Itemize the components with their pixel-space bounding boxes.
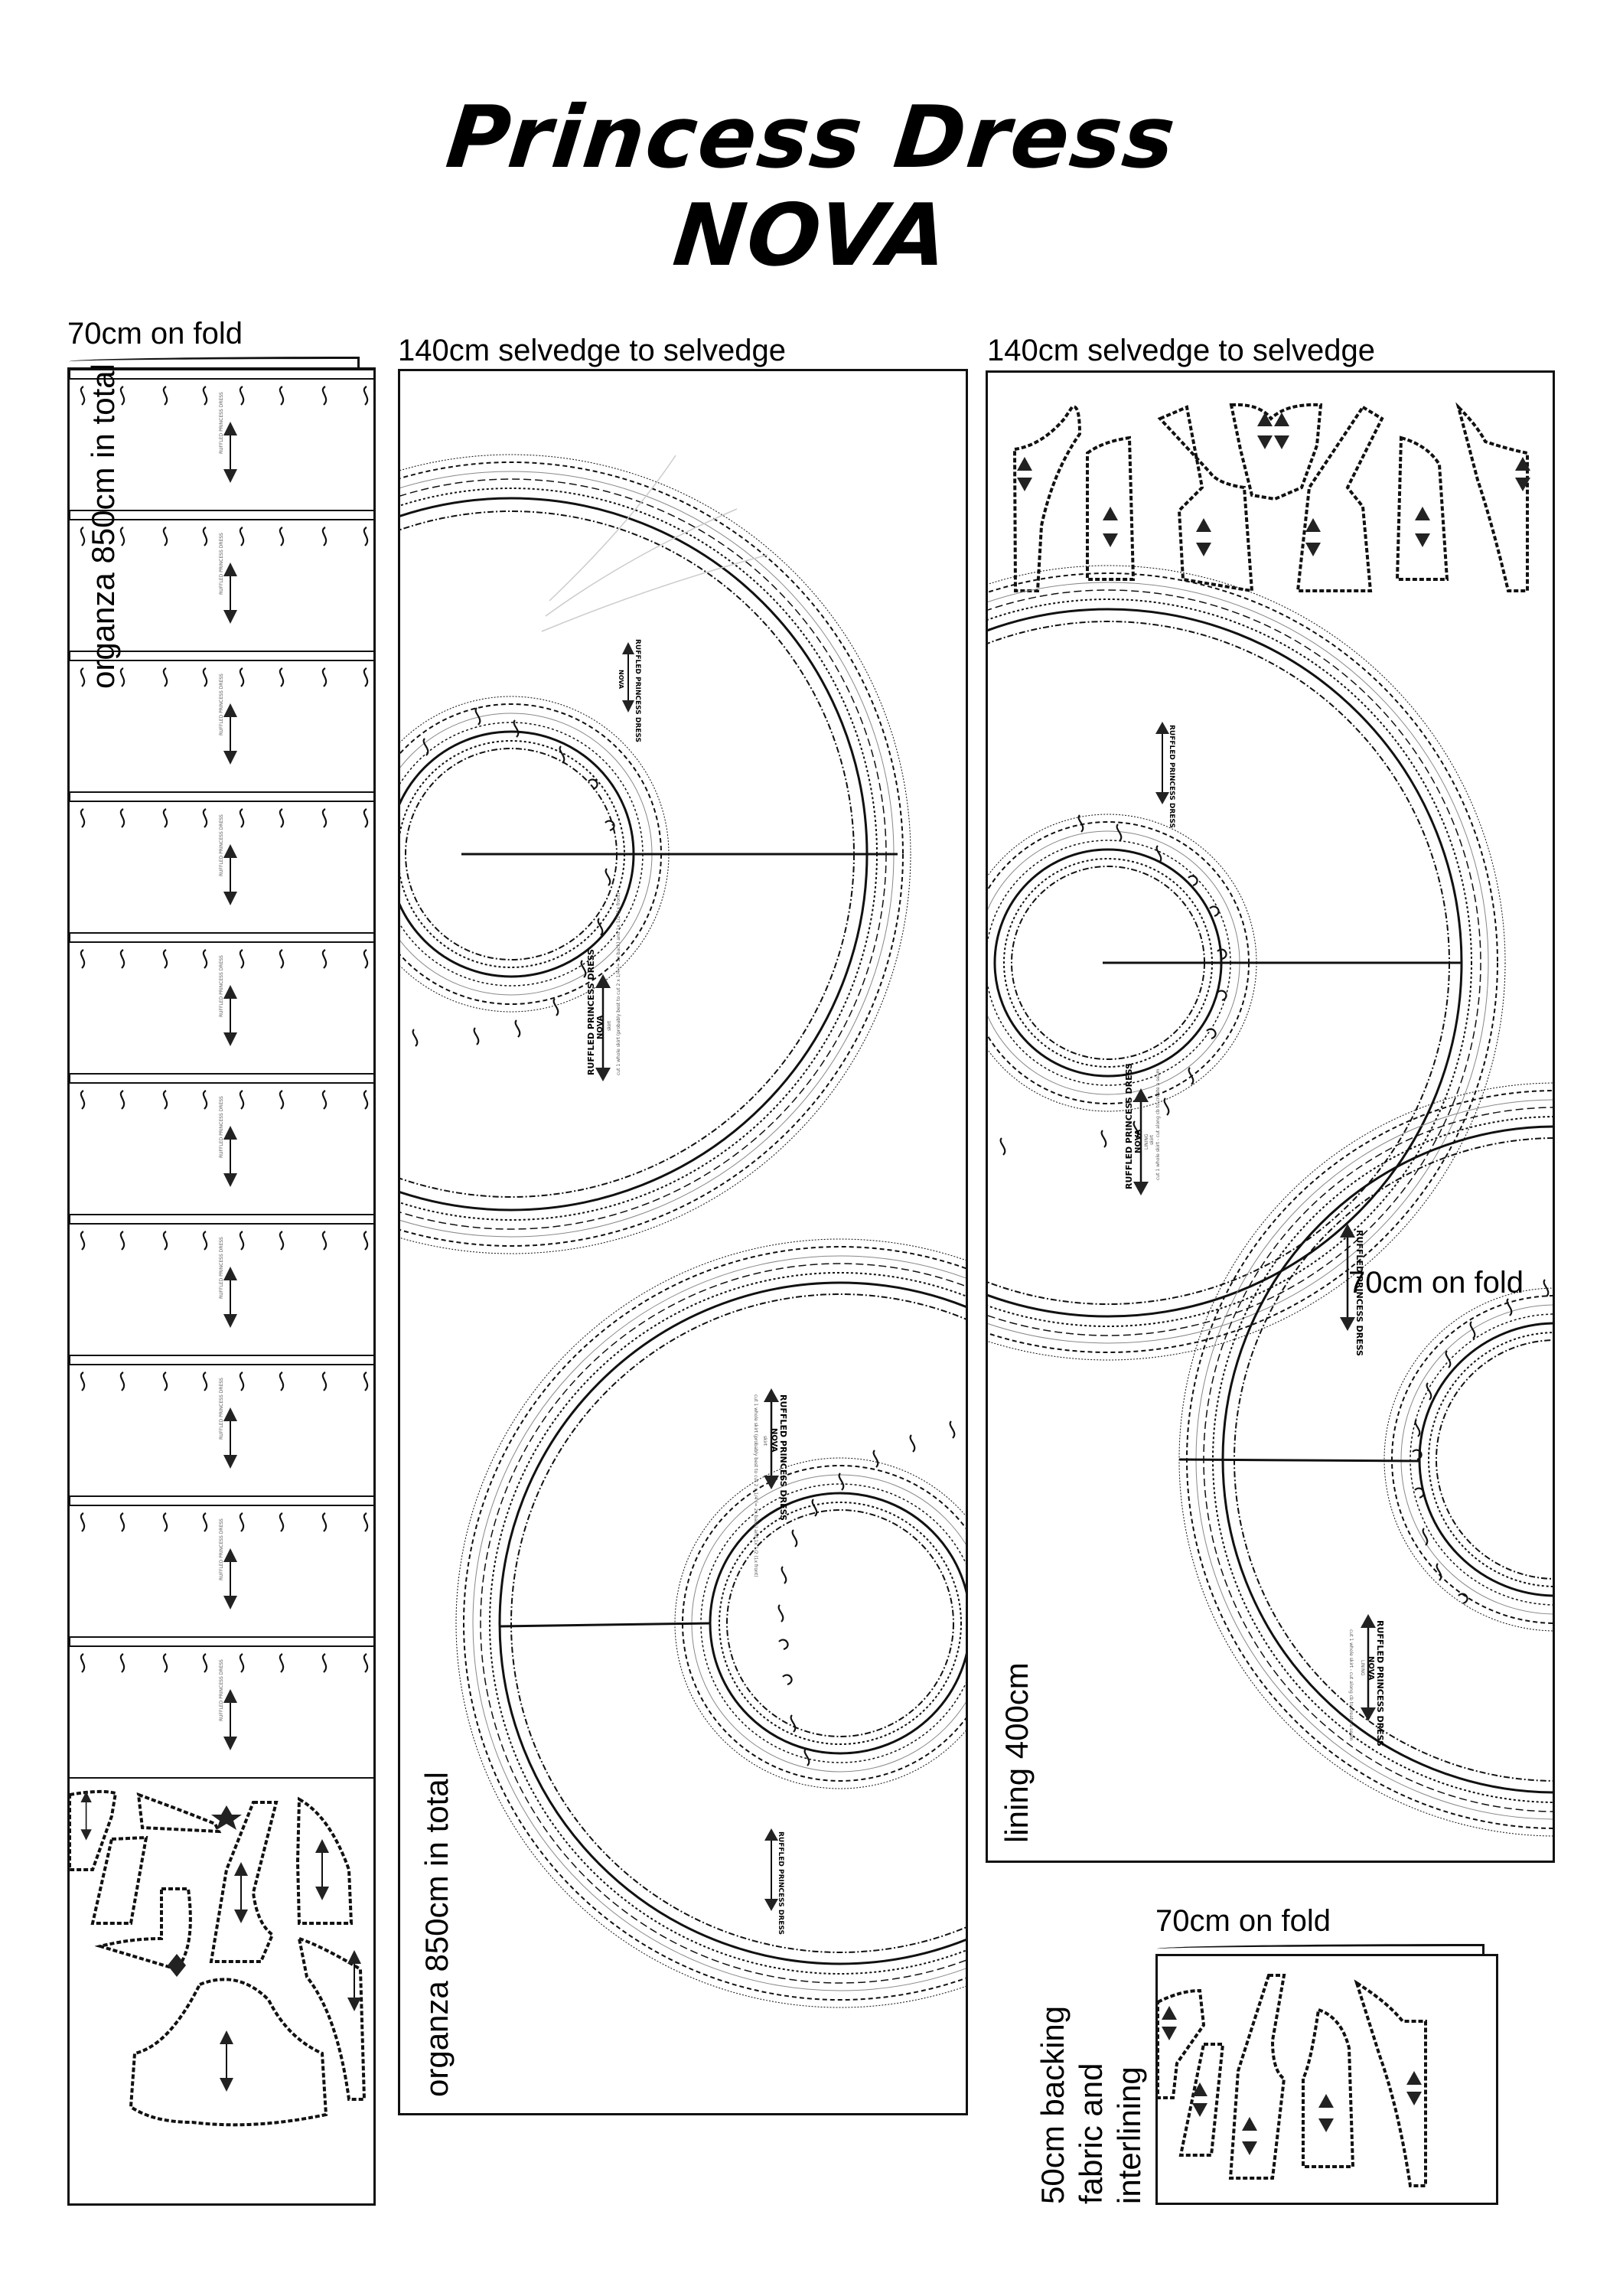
right-panel-fold-overlay-label: 70cm on fold (1348, 1266, 1524, 1300)
piece-label-brand: RUFFLED PRINCESS DRESS (1124, 1063, 1134, 1189)
piece-label-part: skirt (762, 1436, 768, 1446)
piece-label-instructions: cut 1 whole skirt (probably best to cut 2 x 1/4 (= 2x back) and 1x 1/2 (1x front) (753, 1394, 758, 1577)
middle-panel-length-label: organza 850cm in total (419, 1772, 455, 2097)
left-strip-length-label: organza 850cm in total (85, 364, 121, 689)
piece-label-fabric: LINING (1360, 1660, 1365, 1676)
backing-length-label-line-1: 50cm backing (1035, 2005, 1071, 2204)
backing-length-label-line-3: interlining (1111, 2066, 1147, 2204)
backing-length-label-line-2: fabric and (1073, 2063, 1109, 2204)
backing-pieces-diagram (1158, 1956, 1498, 2205)
page-title: Princess Dress (442, 88, 1181, 188)
right-panel-layout (986, 370, 1555, 1863)
piece-label-brand: RUFFLED PRINCESS DRESS (777, 1831, 784, 1935)
piece-label-instructions: cut 1 whole skirt - cut along cb to create a seam (1348, 1629, 1354, 1741)
piece-label-name: NOVA (770, 1428, 778, 1453)
piece-label-name: NOVA (1367, 1656, 1375, 1681)
piece-label-part: skirt (1149, 1134, 1155, 1145)
right-panel-width-label: 140cm selvedge to selvedge (987, 334, 1375, 367)
piece-label-brand: RUFFLED PRINCESS DRESS (778, 1394, 788, 1521)
backing-width-label: 70cm on fold (1155, 1904, 1331, 1938)
middle-panel-layout (398, 369, 968, 2115)
middle-panel-width-label: 140cm selvedge to selvedge (398, 334, 786, 367)
piece-label-brand: RUFFLED PRINCESS DRESS (1168, 725, 1175, 828)
right-panel-length-label: lining 400cm (999, 1662, 1035, 1843)
piece-label-instructions: cut 1 whole skirt (probably best to cut 2 x 1/4 (= 2x back) and 1x 1/2 (1x front) (616, 892, 621, 1075)
skirt-circles-diagram (400, 371, 968, 2115)
piece-label-name: NOVA (596, 1015, 605, 1039)
piece-label-name: NOVA (1134, 1129, 1142, 1153)
page-subtitle: NOVA (669, 186, 954, 285)
lining-layout-diagram (988, 373, 1555, 1863)
piece-label-brand: RUFFLED PRINCESS DRESS (1375, 1620, 1385, 1746)
piece-label-brand: RUFFLED PRINCESS DRESS (1354, 1230, 1364, 1356)
left-strip-width-label: 70cm on fold (67, 317, 243, 351)
piece-label-brand: RUFFLED PRINCESS DRESS (586, 949, 596, 1075)
piece-label-brand: RUFFLED PRINCESS DRESS (634, 639, 641, 742)
piece-label-name: NOVA (618, 670, 624, 690)
piece-label-instructions: cut 1 whole skirt - cut along cb to create a seam (1155, 1068, 1161, 1180)
backing-layout (1155, 1954, 1498, 2205)
piece-label-fabric: LINING (1144, 1133, 1149, 1150)
piece-label-part: skirt (607, 1020, 612, 1031)
